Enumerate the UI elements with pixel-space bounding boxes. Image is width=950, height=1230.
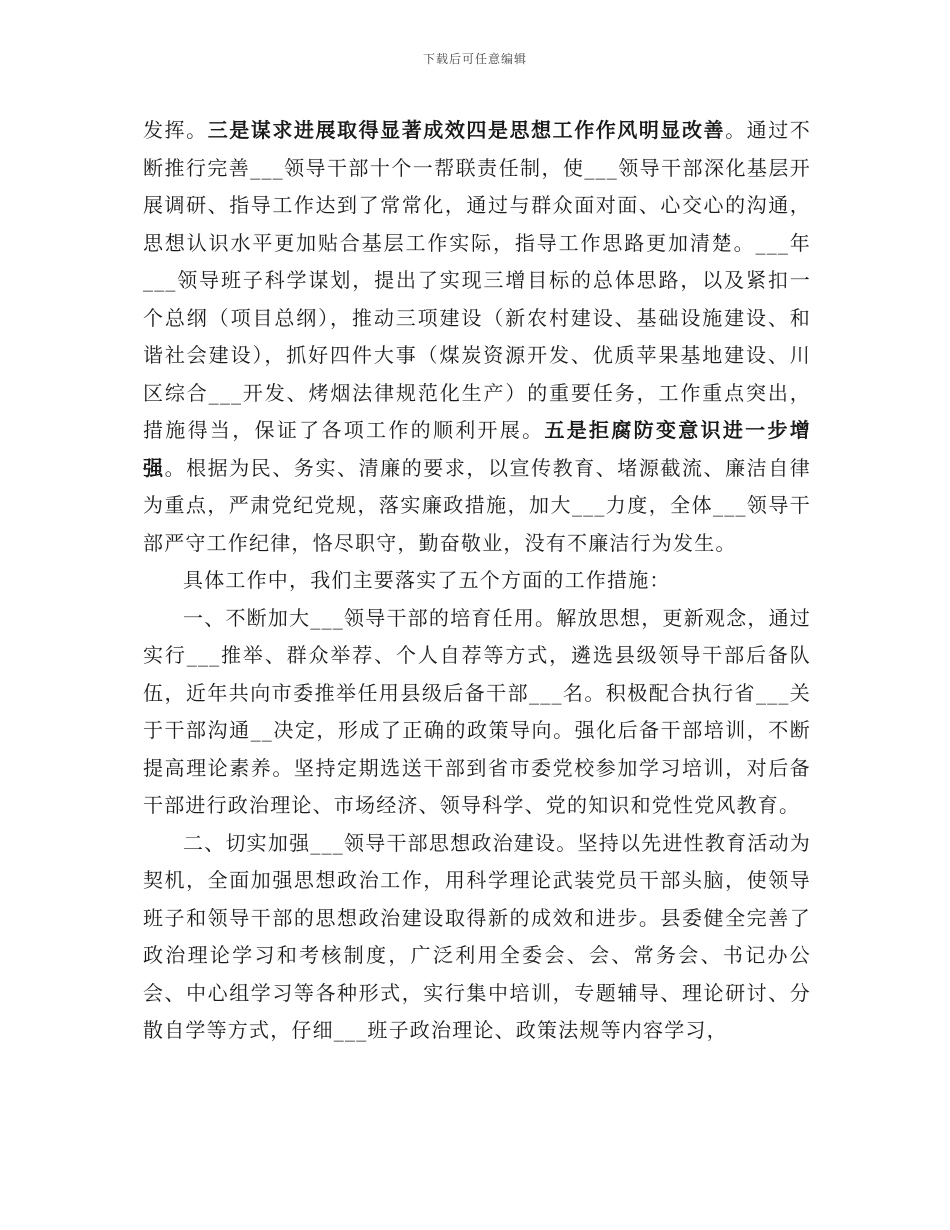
text-run: 。通过不断推行完善___领导干部十个一帮联责任制，使___领导干部深化基层开展调研、指导工作达到了常常化，通过与群众面对面、心交心的沟通，思想认识水平更加贴合基层工作实际，指导工作思路更加清楚。___年___领导班子科学谋划，提出了实现三增目标的总体思路，以及紧扣一个总纲（项目总纲），推动三项建设（新农村建设、基础设施建设、和谐社会建设），抓好四件大事（煤炭资源开发、优质苹果基地建设、川区综合___开发、烤烟法律规范化生产）的重要任务，工作重点突出，措施得当，保证了各项工作的顺利开展。: [143, 118, 811, 442]
paragraph: [143, 562, 811, 600]
text-run: 二、切实加强___领导干部思想政治建设。坚持以先进性教育活动为契机，全面加强思想政治工作，用科学理论武装党员干部头脑，使领导班子和领导干部的思想政治建设取得新的成效和进步。县委健全完善了政治理论学习和考核制度，广泛利用全委会、会、常务会、书记办公会、中心组学习等各种形式，实行集中培训，专题辅导、理论研讨、分散自学等方式，仔细___班子政治理论、政策法规等内容学习，: [143, 830, 811, 1042]
paragraph: [143, 112, 811, 562]
bold-text-run: 三是谋求进展取得显著成效四是思想工作作风明显改善: [207, 118, 726, 142]
text-run: 。根据为民、务实、清廉的要求，以宣传教育、堵源截流、廉洁自律为重点，严肃党纪党规，落实廉政措施，加大___力度，全体___领导干部严守工作纪律，恪尽职守，勤奋敬业，没有不廉洁行为发生。: [143, 455, 811, 555]
text-run: 发挥。: [143, 118, 208, 142]
paragraph: [143, 825, 811, 1050]
bold-text-run: 五是拒腐防变意识进一步增强: [143, 418, 811, 480]
text-run: 具体工作中，我们主要落实了五个方面的工作措施：: [183, 568, 671, 592]
page-header: 下载后可任意编辑: [422, 52, 527, 66]
paragraph: [143, 600, 811, 825]
document-body: [143, 112, 811, 1050]
text-run: 一、不断加大___领导干部的培育任用。解放思想，更新观念，通过实行___推举、群众举荐、个人自荐等方式，遴选县级领导干部后备队伍，近年共向市委推举任用县级后备干部___名。积极配合执行省___关于干部沟通__决定，形成了正确的政策导向。强化后备干部培训，不断提高理论素养。坚持定期选送干部到省市委党校参加学习培训，对后备干部进行政治理论、市场经济、领导科学、党的知识和党性党风教育。: [143, 605, 811, 817]
